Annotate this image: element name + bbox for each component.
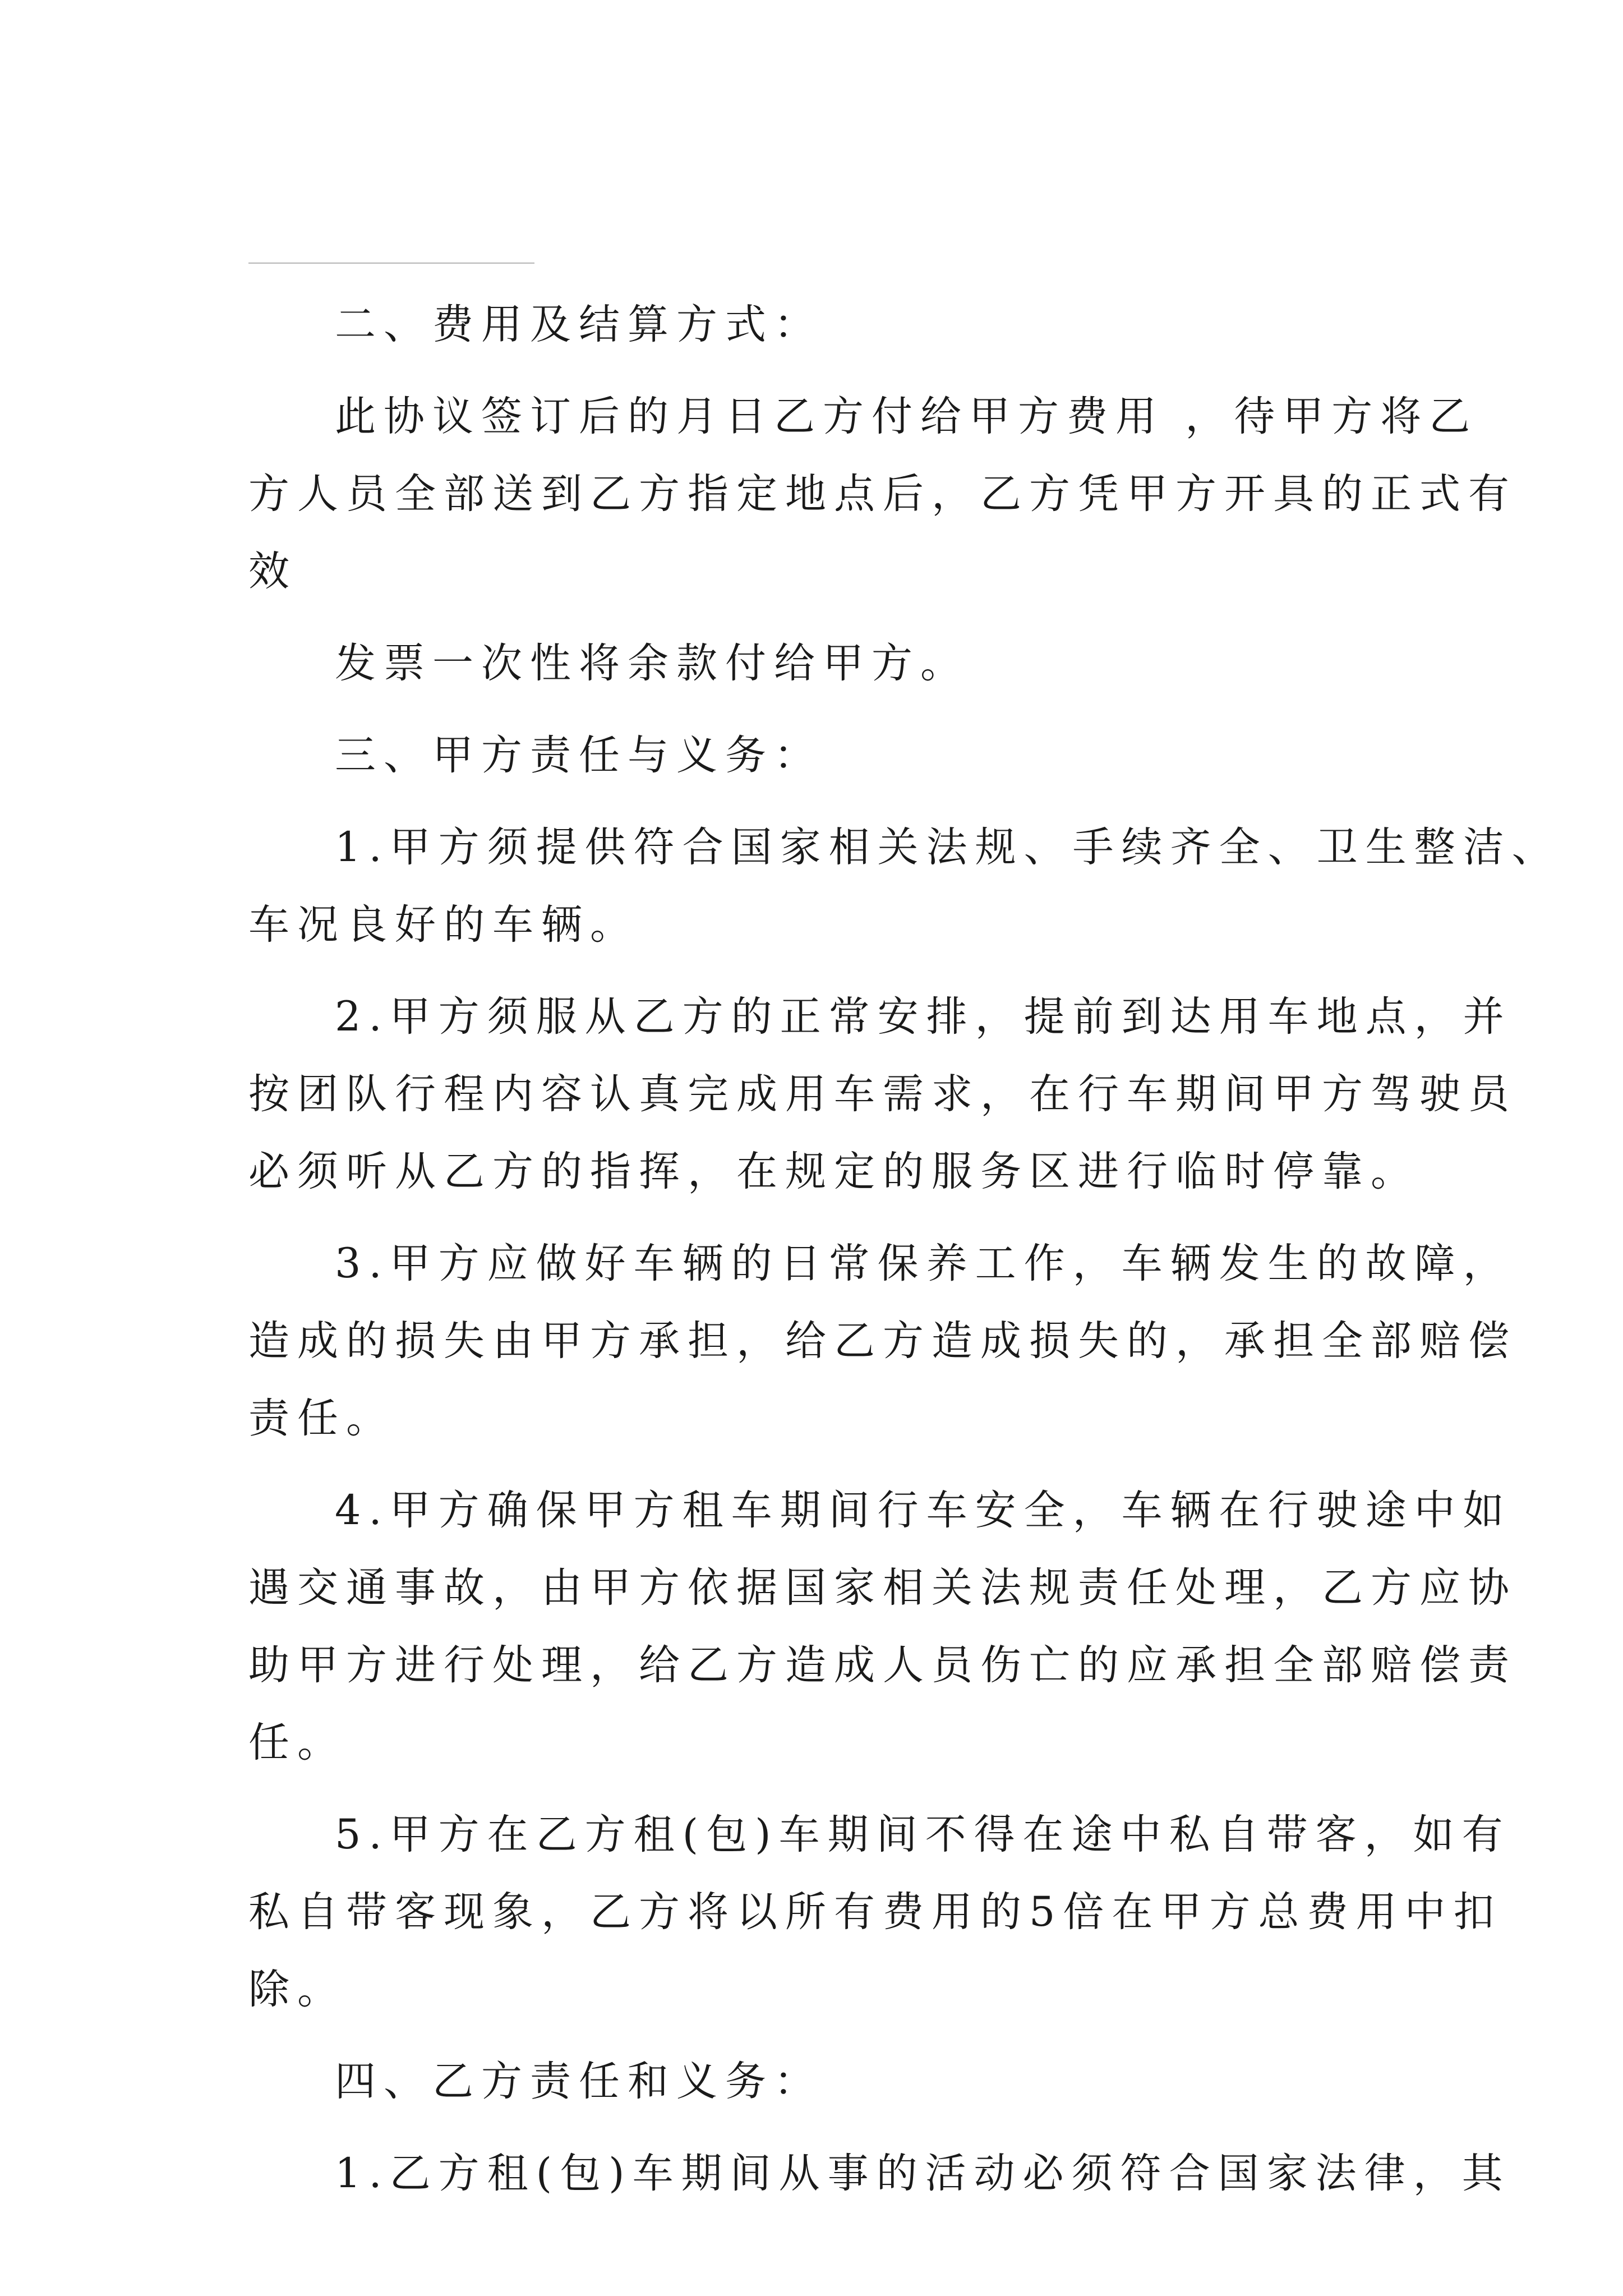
text-line: 按团队行程内容认真完成用车需求，在行车期间甲方驾驶员 <box>248 1070 1517 1118</box>
text-line: 除。 <box>248 1966 346 2013</box>
text-line: 1.甲方须提供符合国家相关法规、手续齐全、卫生整洁、 <box>335 823 1561 871</box>
section-heading-fees <box>248 286 1393 364</box>
paragraph-party-a-duty-5 <box>248 1796 1511 2028</box>
paragraph-party-a-duty-1 <box>248 809 1561 964</box>
text-line: 四、乙方责任和义务： <box>335 2058 823 2105</box>
header-rule <box>248 263 534 264</box>
paragraph-party-a-duty-2 <box>248 978 1517 1211</box>
section-heading-party-b <box>248 2043 1393 2120</box>
text-line: 私自带客现象，乙方将以所有费用的5倍在甲方总费用中扣 <box>248 1888 1502 1936</box>
paragraph-payment-terms <box>248 378 1517 610</box>
paragraph-party-b-duty-1 <box>248 2135 1511 2212</box>
text-line: 此协议签订后的月日乙方付给甲方费用 ，待甲方将乙 <box>335 393 1478 440</box>
text-line: 二、费用及结算方式： <box>335 301 823 348</box>
section-heading-party-a <box>248 717 1393 794</box>
text-line: 三、甲方责任与义务： <box>335 731 823 779</box>
text-line: 1.乙方租(包)车期间从事的活动必须符合国家法律，其 <box>335 2150 1511 2197</box>
document-body <box>248 286 1561 2212</box>
text-line: 3.甲方应做好车辆的日常保养工作，车辆发生的故障， <box>335 1240 1512 1287</box>
text-line: 造成的损失由甲方承担，给乙方造成损失的，承担全部赔偿 <box>248 1317 1517 1365</box>
text-line: 2.甲方须服从乙方的正常安排，提前到达用车地点，并 <box>335 993 1512 1041</box>
paragraph-party-a-duty-4 <box>248 1472 1517 1782</box>
text-line: 任。 <box>248 1719 346 1766</box>
text-line: 车况良好的车辆。 <box>248 901 639 949</box>
text-line: 助甲方进行处理，给乙方造成人员伤亡的应承担全部赔偿责 <box>248 1641 1517 1689</box>
text-line: 5.甲方在乙方租(包)车期间不得在途中私自带客，如有 <box>335 1811 1511 1858</box>
paragraph-invoice <box>248 625 1393 702</box>
text-line: 方人员全部送到乙方指定地点后，乙方凭甲方开具的正式有 <box>248 470 1517 518</box>
text-line: 4.甲方确保甲方租车期间行车安全，车辆在行驶途中如 <box>335 1487 1512 1534</box>
text-line: 遇交通事故，由甲方依据国家相关法规责任处理，乙方应协 <box>248 1564 1517 1612</box>
paragraph-party-a-duty-3 <box>248 1225 1517 1457</box>
text-line: 效 <box>248 547 297 595</box>
text-line: 发票一次性将余款付给甲方。 <box>335 639 969 687</box>
text-line: 必须听从乙方的指挥，在规定的服务区进行临时停靠。 <box>248 1148 1419 1195</box>
text-line: 责任。 <box>248 1395 395 1442</box>
